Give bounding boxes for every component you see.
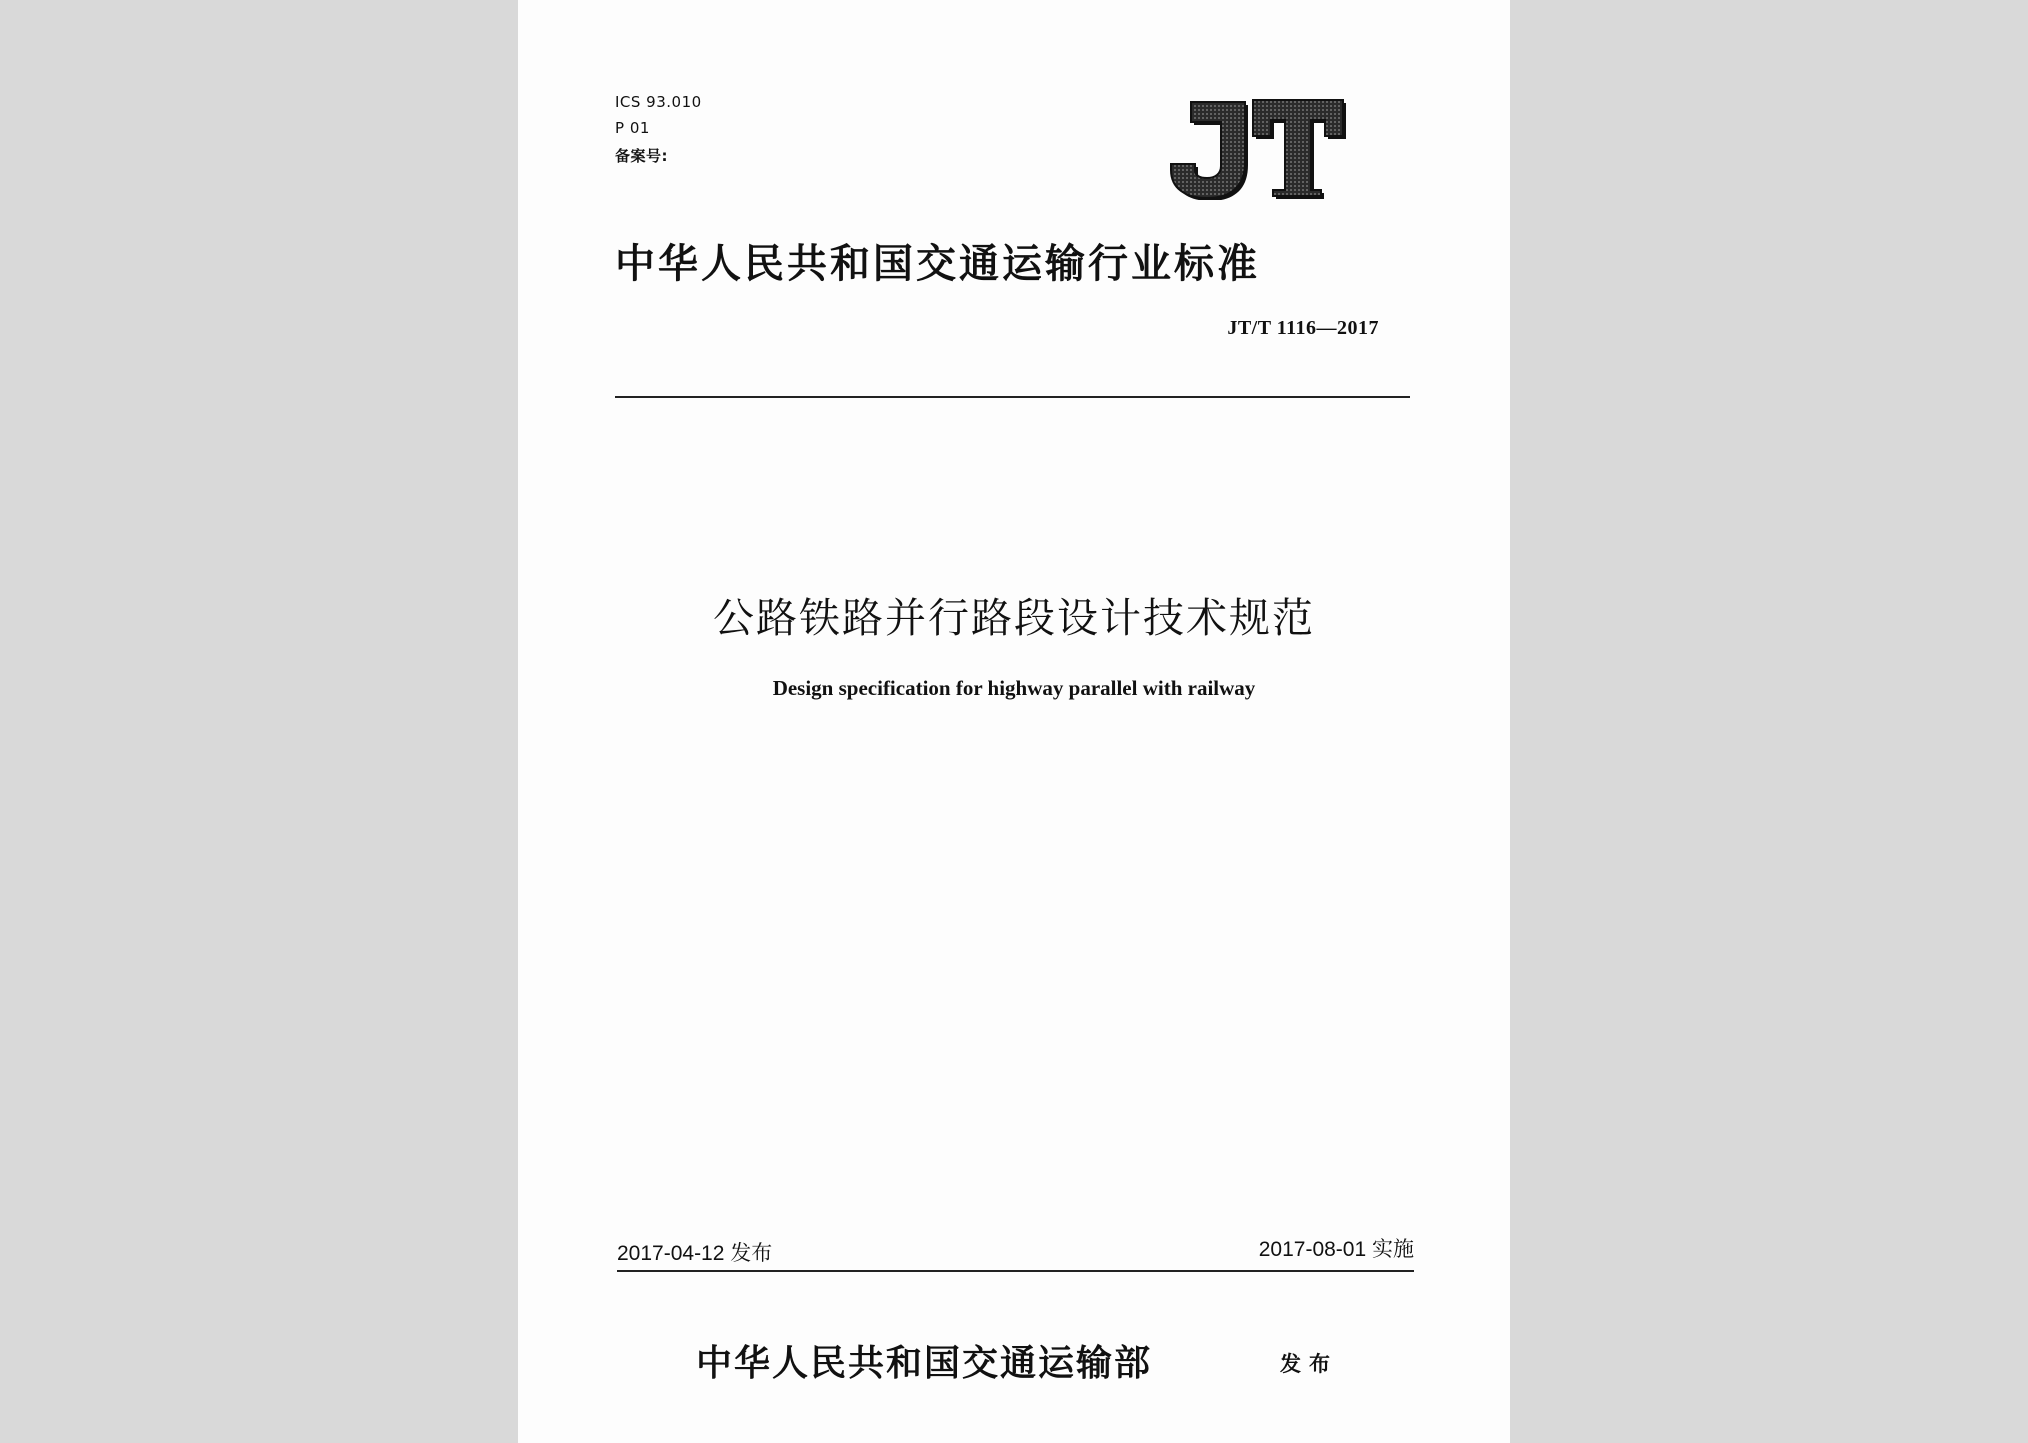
bottom-divider bbox=[617, 1270, 1414, 1272]
ics-code: ICS 93.010 bbox=[615, 93, 702, 111]
implementation-date: 2017-08-01 实施 bbox=[1258, 1238, 1414, 1261]
publisher-name: 中华人民共和国交通运输部 bbox=[696, 1342, 1153, 1384]
document-page bbox=[518, 0, 1510, 1443]
jt-logo bbox=[1165, 96, 1347, 200]
beian-label: 备案号: bbox=[615, 147, 668, 165]
publish-label: 发布 bbox=[1280, 1351, 1338, 1376]
document-title-chinese: 公路铁路并行路段设计技术规范 bbox=[713, 594, 1315, 642]
standard-title: 中华人民共和国交通运输行业标准 bbox=[615, 240, 1260, 287]
issue-date: 2017-04-12 发布 bbox=[617, 1242, 773, 1265]
top-divider bbox=[615, 396, 1410, 398]
standard-code: JT/T 1116—2017 bbox=[1227, 317, 1379, 339]
classification-code: P 01 bbox=[615, 119, 650, 137]
document-title-english: Design specification for highway parallel with railway bbox=[772, 676, 1256, 700]
